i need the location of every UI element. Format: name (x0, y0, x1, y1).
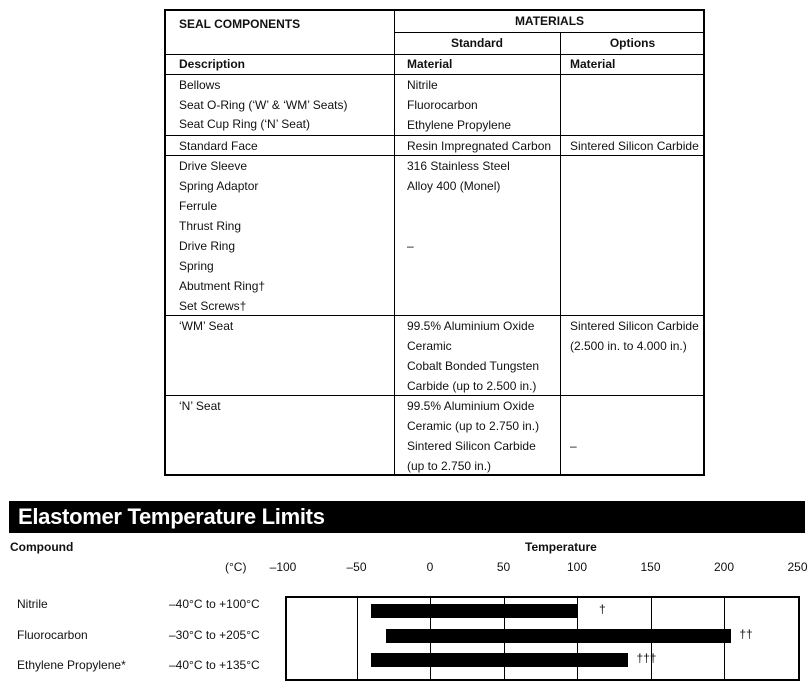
table-cell: (up to 2.750 in.) (407, 459, 492, 473)
table-cell: Carbide (up to 2.500 in.) (407, 379, 537, 393)
table-cell: 99.5% Aluminium Oxide (407, 399, 535, 413)
row-label-fluorocarbon: Fluorocarbon (17, 628, 88, 642)
footnote-mark: ††† (636, 651, 657, 665)
header-description: Description (179, 57, 246, 71)
table-cell: – (407, 239, 414, 253)
axis-tick-label: –50 (346, 560, 367, 574)
section-title: Elastomer Temperature Limits (18, 504, 325, 529)
table-cell: Seat Cup Ring (‘N’ Seat) (179, 117, 310, 131)
table-cell: Fluorocarbon (407, 98, 478, 112)
row-label-nitrile: Nitrile (17, 597, 48, 611)
table-divider (166, 155, 703, 156)
axis-tick-label: 0 (426, 560, 434, 574)
table-cell: Drive Ring (179, 239, 236, 253)
axis-tick-label: –100 (269, 560, 297, 574)
table-divider (166, 54, 703, 55)
seal-components-table (164, 9, 705, 476)
table-cell: Spring Adaptor (179, 179, 259, 193)
table-cell: Nitrile (407, 78, 438, 92)
table-cell: Resin Impregnated Carbon (407, 139, 552, 153)
table-divider (166, 315, 703, 316)
table-cell: Seat O-Ring (‘W’ & ‘WM’ Seats) (179, 98, 348, 112)
table-divider (394, 32, 703, 33)
table-cell: ‘N’ Seat (179, 399, 221, 413)
row-label-ethylene-propylene: Ethylene Propylene* (17, 658, 126, 672)
table-divider (166, 135, 703, 136)
compound-label: Compound (10, 540, 74, 554)
table-cell: Ceramic (up to 2.750 in.) (407, 419, 540, 433)
axis-tick-label: 150 (640, 560, 661, 574)
table-cell: Ethylene Propylene (407, 118, 512, 132)
section-banner (9, 501, 805, 533)
table-cell: Sintered Silicon Carbide (570, 319, 699, 333)
axis-tick-label: 250 (787, 560, 808, 574)
table-divider (166, 395, 703, 396)
table-cell: ‘WM’ Seat (179, 319, 234, 333)
table-cell: Abutment Ring† (179, 279, 266, 293)
table-cell: Sintered Silicon Carbide (407, 439, 536, 453)
temperature-label: Temperature (525, 540, 597, 554)
table-cell: Drive Sleeve (179, 159, 248, 173)
table-cell: Bellows (179, 78, 221, 92)
header-material-standard: Material (407, 57, 453, 71)
axis-tick-label: 50 (496, 560, 511, 574)
header-options: Options (609, 36, 656, 50)
table-divider (560, 33, 561, 474)
footnote-mark: †† (739, 627, 753, 641)
unit-label: (°C) (225, 560, 247, 574)
table-cell: Alloy 400 (Monel) (407, 179, 501, 193)
header-material-options: Material (570, 57, 616, 71)
axis-tick-label: 200 (713, 560, 735, 574)
header-standard: Standard (450, 36, 503, 50)
table-cell: 99.5% Aluminium Oxide (407, 319, 535, 333)
header-seal-components: SEAL COMPONENTS (179, 17, 301, 31)
row-range-fluorocarbon: –30°C to +205°C (169, 628, 260, 642)
table-cell: Spring (179, 259, 214, 273)
table-cell: 316 Stainless Steel (407, 159, 510, 173)
row-range-ethylene-propylene: –40°C to +135°C (169, 658, 260, 672)
table-cell: Ferrule (179, 199, 218, 213)
table-cell: (2.500 in. to 4.000 in.) (570, 339, 687, 353)
axis-tick-label: 100 (566, 560, 588, 574)
footnote-mark: † (599, 602, 606, 616)
table-divider (166, 74, 703, 75)
table-cell: Thrust Ring (179, 219, 242, 233)
range-bar (371, 604, 577, 618)
table-cell: Standard Face (179, 139, 258, 153)
table-cell: – (570, 439, 577, 453)
chart-gridline (357, 598, 358, 679)
table-divider (394, 11, 395, 474)
range-bar (386, 629, 731, 643)
table-cell: Set Screws† (179, 299, 247, 313)
table-cell: Cobalt Bonded Tungsten (407, 359, 540, 373)
header-materials: MATERIALS (514, 14, 585, 28)
table-cell: Sintered Silicon Carbide (570, 139, 699, 153)
row-range-nitrile: –40°C to +100°C (169, 597, 260, 611)
range-bar (371, 653, 628, 667)
table-cell: Ceramic (407, 339, 452, 353)
